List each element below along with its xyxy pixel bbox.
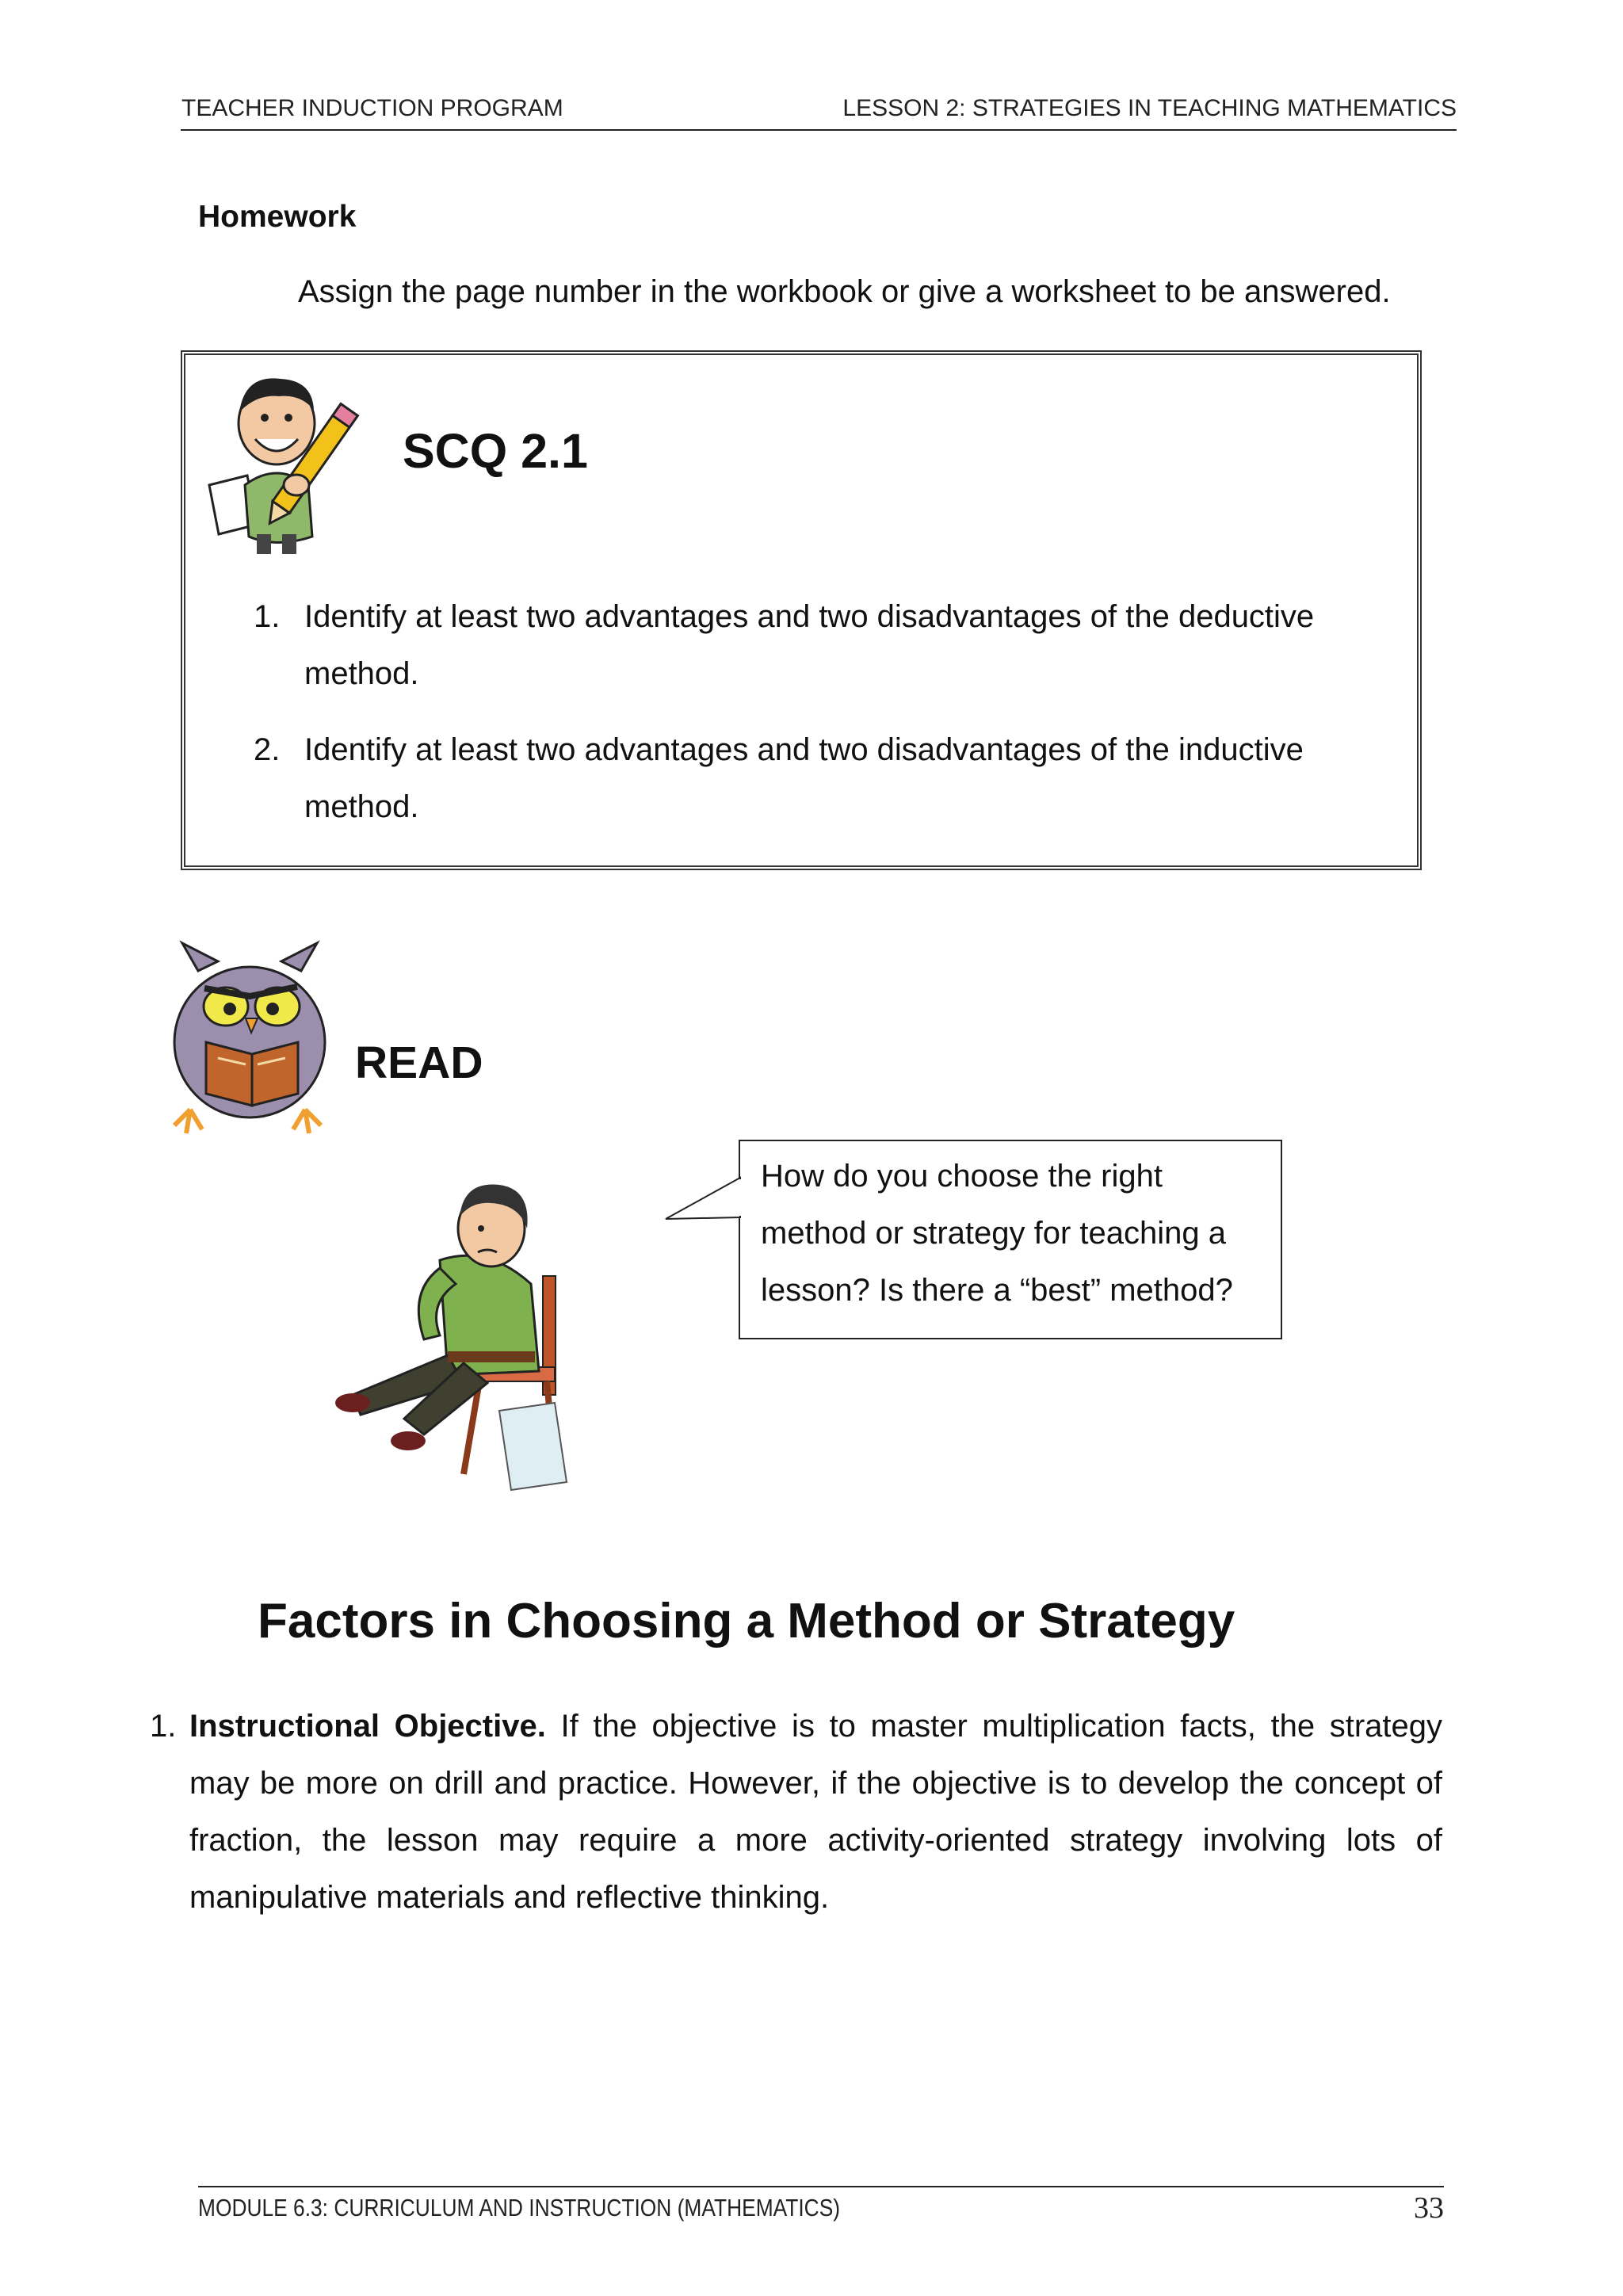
page-number: 33 — [1414, 2191, 1444, 2225]
question-2-number: 2. — [254, 732, 281, 767]
footer-rule — [198, 2186, 1444, 2187]
speech-bubble-tail — [666, 1178, 742, 1241]
factors-title: Factors in Choosing a Method or Strategy — [258, 1594, 1235, 1648]
question-2-line1: Identify at least two advantages and two disadvantages of the inductive — [304, 732, 1304, 767]
question-1-number: 1. — [254, 599, 281, 634]
factor-1-number: 1. — [150, 1709, 177, 1744]
header-left: TEACHER INDUCTION PROGRAM — [181, 95, 563, 121]
read-title: READ — [355, 1037, 483, 1088]
scq-title: SCQ 2.1 — [403, 424, 588, 478]
factor-1-label: Instructional Objective. — [189, 1709, 546, 1744]
pencil-man-clipart — [201, 366, 360, 564]
factor-1-paragraph — [189, 1698, 1442, 1926]
factor-1-text: If the objective is to master multiplication facts, the strategy may be more on drill and practice. However, if the objective is to develop the concept of fraction, the lesson may require a more activity-oriented strategy involving lots of manipulative materials and reflective thinking. — [189, 1709, 1443, 1915]
thinking-man-clipart — [329, 1173, 590, 1506]
footer-module: MODULE 6.3: CURRICULUM AND INSTRUCTION (MATHEMATICS) — [198, 2194, 841, 2222]
owl-reading-clipart — [166, 939, 357, 1141]
homework-title: Homework — [198, 200, 357, 234]
bubble-line-2: method or strategy for teaching a — [761, 1216, 1226, 1251]
bubble-line-1: How do you choose the right — [761, 1159, 1163, 1194]
question-1-line2: method. — [304, 656, 419, 691]
header-rule — [181, 129, 1457, 131]
question-2-line2: method. — [304, 789, 419, 824]
paper-icon — [499, 1403, 567, 1490]
bubble-line-3: lesson? Is there a “best” method? — [761, 1273, 1233, 1308]
header-right: LESSON 2: STRATEGIES IN TEACHING MATHEMATICS — [842, 95, 1457, 121]
question-1-line1: Identify at least two advantages and two disadvantages of the deductive — [304, 599, 1315, 634]
homework-text: Assign the page number in the workbook or give a worksheet to be answered. — [298, 274, 1391, 309]
speech-bubble-text — [761, 1148, 1276, 1319]
